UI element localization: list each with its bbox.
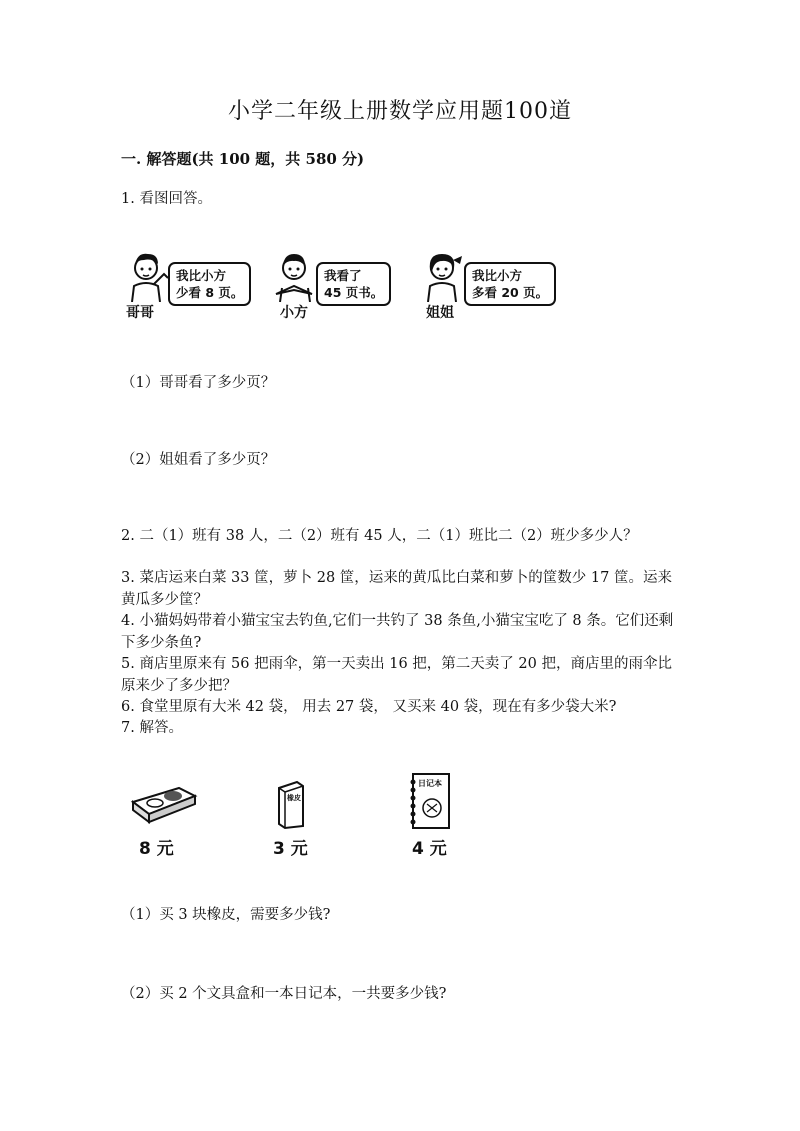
brother-speech-line-1: 我比小方: [176, 268, 227, 283]
xiaofang-speech-line-2: 45 页书。: [324, 285, 384, 300]
question-5: 5. 商店里原来有 56 把雨伞，第一天卖出 16 把，第二天卖了 20 把，商店里的雨伞比原来少了多少把？: [121, 656, 672, 694]
xiaofang-speech-bubble: [316, 262, 391, 306]
diary-text: 日记本: [418, 779, 442, 788]
question-2: 2. 二（1）班有 38 人，二（2）班有 45 人，二（1）班比二（2）班少多少人？: [121, 528, 638, 544]
brother-speech-bubble: [168, 262, 251, 306]
brother-label: 哥哥: [126, 305, 154, 321]
sister-speech-bubble: [464, 262, 556, 306]
brother-speech-line-2: 少看 8 页。: [176, 285, 244, 300]
xiaofang-drawing: [270, 250, 318, 302]
question-1-stem: 1. 看图回答。: [121, 191, 212, 207]
sister-label: 姐姐: [426, 305, 454, 321]
question-1-sub-2: （2）姐姐看了多少页？: [121, 452, 276, 468]
pencil-case-price: 8 元: [139, 839, 174, 859]
eraser-price: 3 元: [273, 839, 308, 859]
question-7-sub-2: （2）买 2 个文具盒和一本日记本，一共要多少钱?: [121, 986, 447, 1002]
brother-drawing: [124, 250, 172, 302]
xiaofang-label: 小方: [280, 305, 308, 321]
question-1-figure: [120, 250, 550, 325]
sister-drawing: [420, 250, 468, 302]
question-7-stem: 7. 解答。: [121, 720, 183, 736]
eraser-text: 橡皮: [287, 794, 301, 802]
sister-speech-line-1: 我比小方: [472, 268, 523, 283]
diary-price: 4 元: [412, 839, 447, 859]
pencil-case-icon: [129, 784, 199, 826]
sister-speech-line-2: 多看 20 页。: [472, 285, 549, 300]
question-3: 3. 菜店运来白菜 33 筐，萝卜 28 筐，运来的黄瓜比白菜和萝卜的筐数少 17 筐。运来黄瓜多少筐？: [121, 570, 672, 608]
page-title: 小学二年级上册数学应用题100道: [228, 99, 572, 124]
eraser-icon: [275, 778, 307, 830]
question-6: 6. 食堂里原有大米 42 袋， 用去 27 袋， 又买来 40 袋，现在有多少袋大米?: [121, 699, 617, 715]
xiaofang-speech-line-1: 我看了: [324, 268, 362, 283]
question-1-sub-1: （1）哥哥看了多少页？: [121, 375, 276, 391]
section-heading: 一. 解答题(共 100 题，共 580 分): [121, 150, 365, 168]
question-4: 4. 小猫妈妈带着小猫宝宝去钓鱼,它们一共钓了 38 条鱼,小猫宝宝吃了 8 条。它们还剩下多少条鱼?: [121, 613, 674, 651]
question-7-figure: [125, 770, 465, 860]
question-7-sub-1: （1）买 3 块橡皮，需要多少钱?: [121, 907, 331, 923]
